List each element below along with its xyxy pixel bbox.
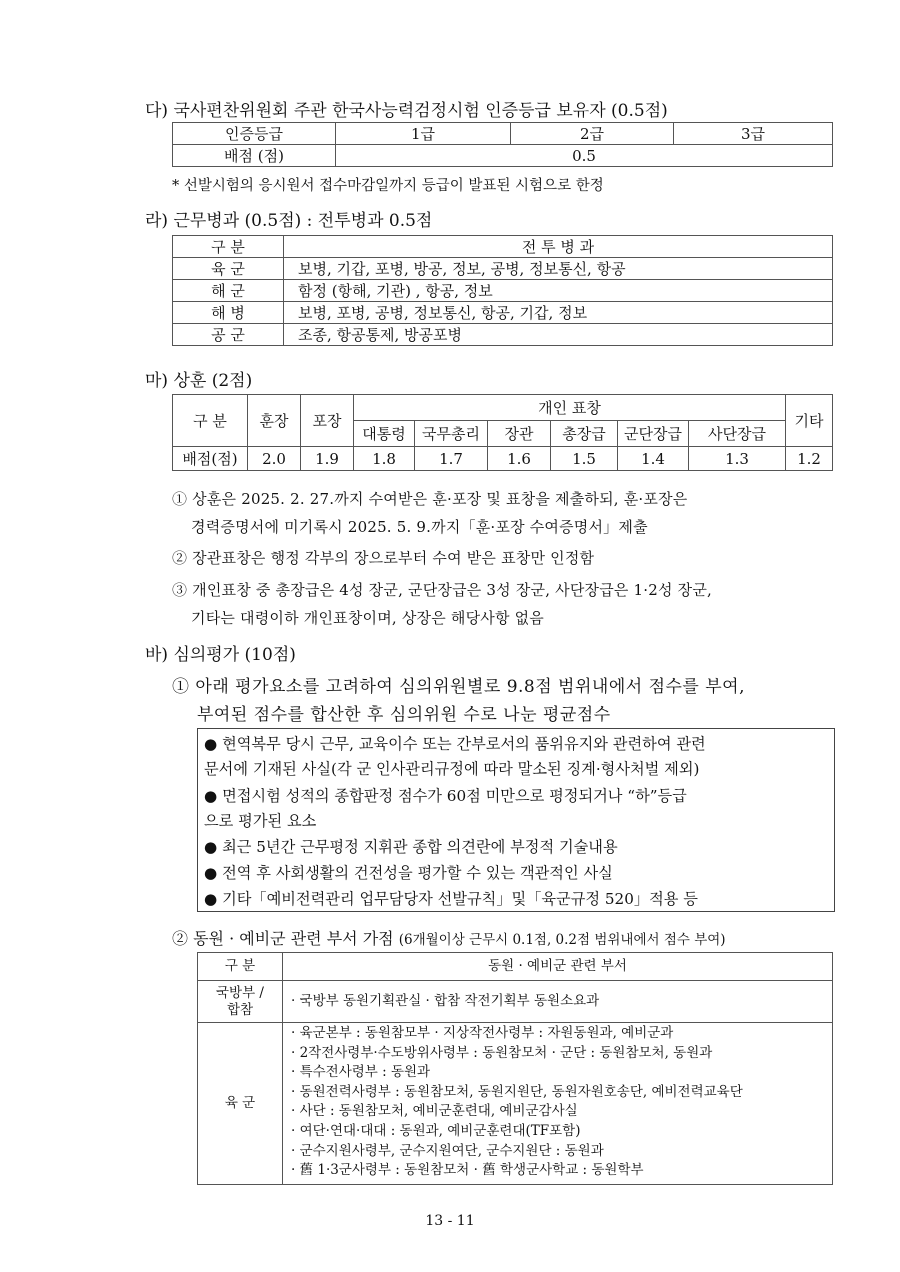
section-da-note: * 선발시험의 응시원서 접수마감일까지 등급이 발표된 시험으로 한정 — [172, 178, 604, 194]
cell: 1급 — [336, 123, 511, 145]
ma-note-1-line-1: ① 상훈은 2025. 2. 27.까지 수여받은 훈·포장 및 표창을 제출하되, 훈·포장은 — [172, 490, 688, 508]
cell: 인증등급 — [173, 123, 336, 145]
cell: 해 군 — [173, 280, 284, 302]
mobilization-dept-table — [197, 952, 833, 1185]
ma-note-1-line-2: 경력증명서에 미기록시 2025. 5. 9.까지「훈·포장 수여증명서」제출 — [191, 518, 648, 536]
label-line: 국방부 / — [216, 984, 264, 1001]
cell: 1.5 — [551, 447, 618, 471]
cert-grade-table — [172, 122, 833, 167]
section-da-heading: 다) 국사편찬위원회 주관 한국사능력검정시험 인증등급 보유자 (0.5점) — [145, 101, 668, 121]
list-item: ● 전역 후 사회생활의 건전성을 평가할 수 있는 객관적인 사실 — [204, 864, 613, 882]
header-cell: 구 분 — [198, 953, 283, 981]
header-cell: 총장급 — [551, 421, 618, 447]
list-item: · 특수전사령부 : 동원과 — [291, 1064, 431, 1081]
cell: 1.3 — [689, 447, 786, 471]
list-item: · 육군본부 : 동원참모부 · 지상작전사령부 : 자원동원과, 예비군과 — [291, 1025, 674, 1041]
ma-note-3-line-2: 기타는 대령이하 개인표창이며, 상장은 해당사항 없음 — [191, 609, 544, 627]
list-item: 으로 평가된 요소 — [204, 812, 317, 830]
decorations-table — [172, 394, 833, 471]
header-cell: 개인 표창 — [354, 395, 786, 421]
list-item: · 2작전사령부·수도방위사령부 : 동원참모처 · 군단 : 동원참모처, 동원과 — [291, 1044, 713, 1061]
ba-item2-heading — [172, 926, 726, 949]
header-cell: 전 투 병 과 — [284, 236, 833, 258]
cell: 1.2 — [786, 447, 833, 471]
row-label-mnd — [198, 981, 283, 1023]
row-label-army: 육 군 — [198, 1023, 283, 1185]
cell-mnd-depts: · 국방부 동원기획관실 · 합참 작전기획부 동원소요과 — [283, 981, 833, 1023]
cell: 2급 — [511, 123, 674, 145]
section-ba-heading: 바) 심의평가 (10점) — [145, 645, 296, 665]
cell: 조종, 항공통제, 방공포병 — [284, 324, 833, 346]
header-cell: 사단장급 — [689, 421, 786, 447]
header-cell: 구 분 — [173, 236, 284, 258]
header-cell: 구 분 — [173, 395, 248, 447]
list-item: · 여단·연대·대대 : 동원과, 예비군훈련대(TF포함) — [291, 1122, 581, 1139]
cell: 함정 (항해, 기관) , 항공, 정보 — [284, 280, 833, 302]
cell: 보병, 포병, 공병, 정보통신, 항공, 기갑, 정보 — [284, 302, 833, 324]
list-item: ● 현역복무 당시 근무, 교육이수 또는 간부로서의 품위유지와 관련하여 관련 — [204, 735, 706, 753]
cell: 1.8 — [354, 447, 415, 471]
evaluation-factors-box — [197, 728, 835, 912]
list-item: · 동원전력사령부 : 동원참모처, 동원지원단, 동원자원호송단, 예비전력교육단 — [291, 1083, 743, 1100]
cell: 해 병 — [173, 302, 284, 324]
header-cell: 대통령 — [354, 421, 415, 447]
cell: 공 군 — [173, 324, 284, 346]
ba-item2-main: ② 동원 · 예비군 관련 부서 가점 — [172, 929, 394, 948]
ma-note-3-line-1: ③ 개인표창 중 총장급은 4성 장군, 군단장급은 3성 장군, 사단장급은 1·2성 장군, — [172, 581, 713, 599]
header-cell: 훈장 — [248, 395, 301, 447]
header-cell: 동원 · 예비군 관련 부서 — [283, 953, 833, 981]
cell: 1.4 — [618, 447, 689, 471]
list-item: · 사단 : 동원참모처, 예비군훈련대, 예비군감사실 — [291, 1103, 578, 1120]
list-item: · 舊 1·3군사령부 : 동원참모처 · 舊 학생군사학교 : 동원학부 — [291, 1162, 644, 1179]
ba-item2-sub: (6개월이상 근무시 0.1점, 0.2점 범위내에서 점수 부여) — [398, 932, 726, 948]
cell: 1.7 — [415, 447, 488, 471]
list-item: ● 최근 5년간 근무평정 지휘관 종합 의견란에 부정적 기술내용 — [204, 838, 618, 856]
list-item: ● 면접시험 성적의 종합판정 점수가 60점 미만으로 평정되거나 “하”등급 — [204, 787, 687, 805]
header-cell: 군단장급 — [618, 421, 689, 447]
ma-note-2: ② 장관표창은 행정 각부의 장으로부터 수여 받은 표창만 인정함 — [172, 549, 595, 567]
list-item: ● 기타「예비전력관리 업무담당자 선발규칙」및「육군규정 520」적용 등 — [204, 890, 698, 908]
section-ra-heading: 라) 근무병과 (0.5점) : 전투병과 0.5점 — [145, 211, 433, 231]
cell: 3급 — [674, 123, 833, 145]
cell-army-depts — [283, 1023, 833, 1185]
cell: 보병, 기갑, 포병, 방공, 정보, 공병, 정보통신, 항공 — [284, 258, 833, 280]
section-ma-heading: 마) 상훈 (2점) — [145, 371, 253, 391]
cell: 1.6 — [488, 447, 551, 471]
ba-item1-line-1: ① 아래 평가요소를 고려하여 심의위원별로 9.8점 범위내에서 점수를 부여, — [172, 677, 745, 697]
header-cell: 국무총리 — [415, 421, 488, 447]
header-cell: 포장 — [301, 395, 354, 447]
page-number: 13 - 11 — [425, 1213, 475, 1229]
list-item: · 군수지원사령부, 군수지원여단, 군수지원단 : 동원과 — [291, 1142, 604, 1159]
cell: 육 군 — [173, 258, 284, 280]
header-cell: 기타 — [786, 395, 833, 447]
cell: 배점 (점) — [173, 145, 336, 167]
cell: 2.0 — [248, 447, 301, 471]
list-item: 문서에 기재된 사실(각 군 인사관리규정에 따라 말소된 징계·형사처벌 제외) — [204, 760, 700, 778]
label-line: 합참 — [226, 1001, 254, 1018]
cell: 0.5 — [336, 145, 833, 167]
ba-item1-line-2: 부여된 점수를 합산한 후 심의위원 수로 나눈 평균점수 — [197, 705, 611, 725]
combat-branch-table — [172, 235, 833, 346]
cell: 배점(점) — [173, 447, 248, 471]
header-cell: 장관 — [488, 421, 551, 447]
cell: 1.9 — [301, 447, 354, 471]
